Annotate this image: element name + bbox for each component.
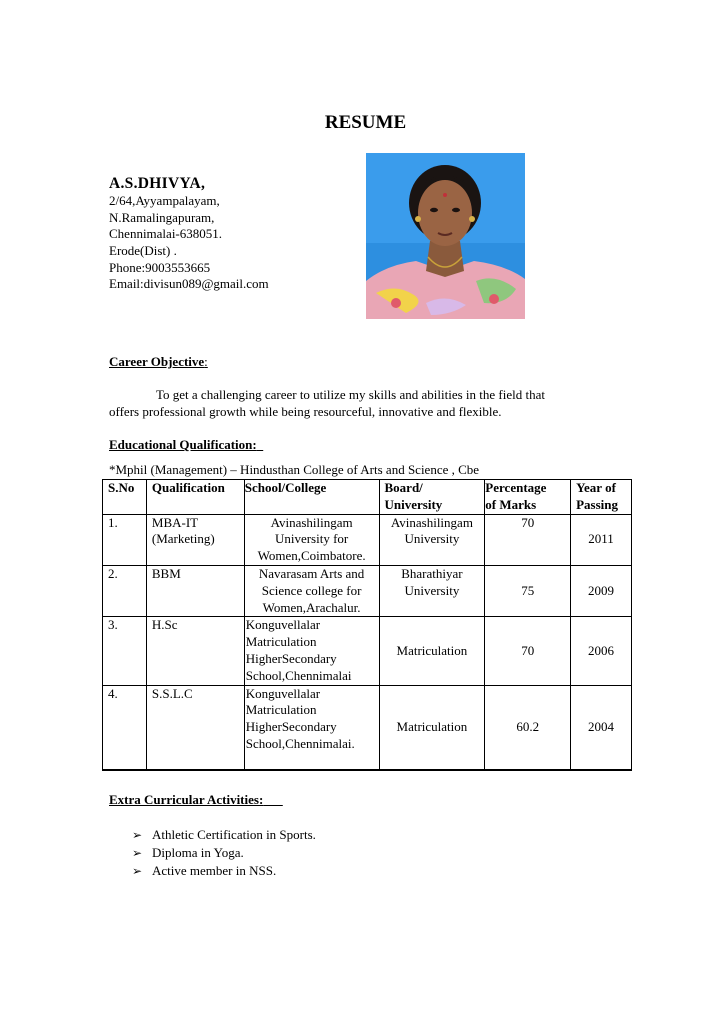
column-header: S.No: [103, 480, 147, 515]
address-line: 2/64,Ayyampalayam,: [109, 193, 220, 208]
table-cell: Konguvellalar Matriculation HigherSecondary School,Chennimalai.: [244, 685, 379, 770]
table-row: [103, 685, 632, 770]
table-row: [103, 617, 632, 685]
column-header: Qualification: [146, 480, 244, 515]
arrow-bullet-icon: ➢: [132, 828, 143, 842]
table-cell: Bharathiyar University: [379, 565, 485, 616]
address-line: Chennimalai-638051.: [109, 226, 223, 241]
profile-photo: [366, 153, 525, 319]
arrow-bullet-icon: ➢: [132, 864, 143, 878]
table-cell: S.S.L.C: [146, 685, 244, 770]
table-cell: Konguvellalar Matriculation HigherSecondary School,Chennimalai: [244, 617, 379, 685]
career-objective-text: offers professional growth while being resourceful, innovative and flexible.: [109, 404, 502, 419]
candidate-name: A.S.DHIVYA,: [109, 175, 206, 192]
table-cell: BBM: [146, 565, 244, 616]
table-cell: 4.: [103, 685, 147, 770]
column-header: Percentage of Marks: [485, 480, 571, 515]
table-cell: Matriculation: [379, 617, 485, 685]
table-cell: 2.: [103, 565, 147, 616]
table-cell: 2009: [571, 565, 632, 616]
list-item: ➢ Active member in NSS.: [132, 863, 277, 878]
column-header: Board/ University: [379, 480, 485, 515]
table-cell: 1.: [103, 514, 147, 565]
career-objective-text: To get a challenging career to utilize my skills and abilities in the field that: [156, 387, 545, 402]
list-item: ➢ Athletic Certification in Sports.: [132, 827, 316, 842]
table-cell: 60.2: [485, 685, 571, 770]
table-cell: 2006: [571, 617, 632, 685]
resume-title: RESUME: [324, 112, 407, 133]
table-cell: Avinashilingam University for Women,Coimbatore.: [244, 514, 379, 565]
address-line: Erode(Dist) .: [109, 243, 177, 258]
arrow-bullet-icon: ➢: [132, 846, 143, 860]
table-cell: 3.: [103, 617, 147, 685]
table-cell: Avinashilingam University: [379, 514, 485, 565]
education-heading: Educational Qualification:: [109, 437, 257, 452]
table-cell: 2011: [571, 514, 632, 565]
education-table: [102, 479, 632, 771]
table-cell: 2004: [571, 685, 632, 770]
activities-list: [132, 826, 316, 880]
table-cell: 70: [485, 617, 571, 685]
career-objective-heading: Career Objective:: [109, 354, 208, 369]
address-line: N.Ramalingapuram,: [109, 210, 215, 225]
list-item: ➢ Diploma in Yoga.: [132, 845, 244, 860]
table-cell: 70: [485, 514, 571, 565]
table-row: [103, 514, 632, 565]
mphil-note: *Mphil (Management) – Hindusthan College of Arts and Science , Cbe: [109, 462, 480, 477]
column-header: Year of Passing: [571, 480, 632, 515]
table-cell: 75: [485, 565, 571, 616]
table-cell: Matriculation: [379, 685, 485, 770]
extra-curricular-heading: Extra Curricular Activities:: [109, 792, 264, 807]
table-header-row: [103, 480, 632, 515]
email: Email:divisun089@gmail.com: [109, 276, 269, 291]
table-row: [103, 565, 632, 616]
phone: Phone:9003553665: [109, 260, 211, 275]
table-cell: MBA-IT (Marketing): [146, 514, 244, 565]
table-cell: H.Sc: [146, 617, 244, 685]
table-cell: Navarasam Arts and Science college for Women,Arachalur.: [244, 565, 379, 616]
column-header: School/College: [244, 480, 379, 515]
